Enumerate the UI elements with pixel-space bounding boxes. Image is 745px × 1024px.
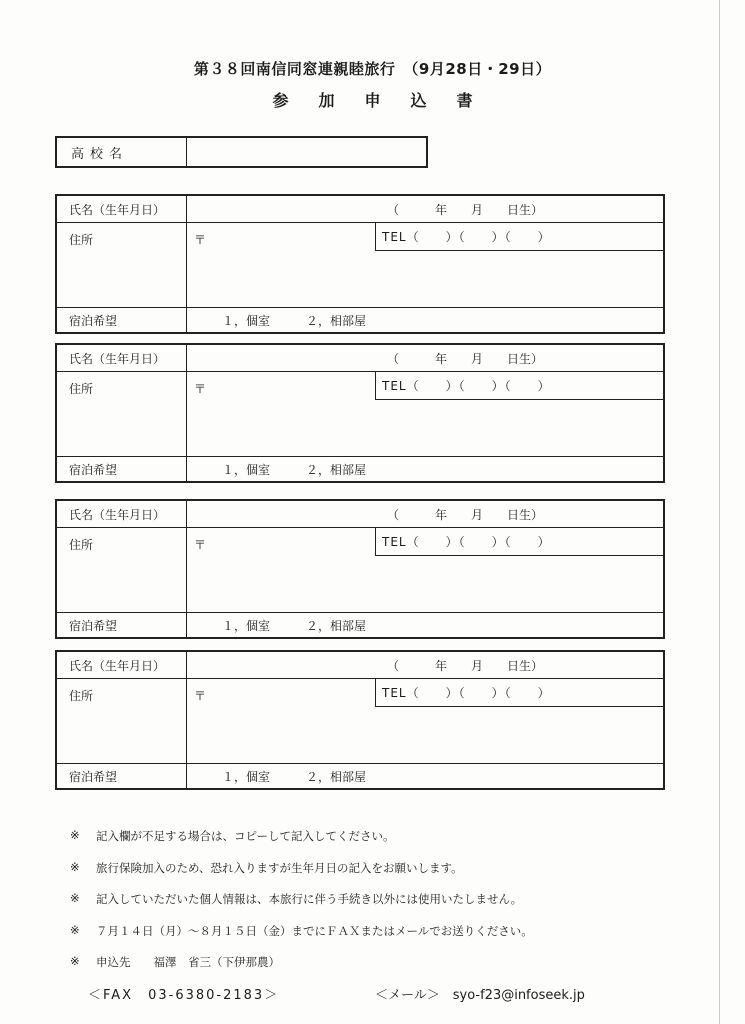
note-text: 申込先 福澤 省三（下伊那農） [96,955,280,969]
address-label: 住所 [57,528,187,612]
note-2 [70,860,463,876]
entry-block-1 [55,194,665,334]
lodging-row [57,764,663,788]
address-row [57,372,663,457]
name-label: 氏名（生年月日） [57,501,187,527]
email-address: ＜メール＞ syo-f23@infoseek.jp [375,988,585,1003]
lodging-row [57,613,663,637]
note-text: ７月１４日（月）～８月１５日（金）までにＦＡＸまたはメールでお送りください。 [96,924,533,938]
name-label: 氏名（生年月日） [57,345,187,371]
form-subtitle: 参加申込書 [272,91,503,110]
postal-mark: 〒 [194,233,207,247]
name-row [57,652,663,679]
lodging-options[interactable]: １，個室 ２，相部屋 [222,313,367,328]
lodging-options[interactable]: １，個室 ２，相部屋 [222,769,367,784]
address-label: 住所 [57,223,187,307]
tel-field[interactable]: TEL（ ）（ ）（ ） [375,372,663,400]
page-margin-line [719,0,720,1024]
fax-number: ＜FAX 03-6380-2183＞ [88,988,280,1003]
name-row [57,196,663,223]
birthdate-field[interactable]: （ 年 月 日生） [387,202,544,217]
note-3 [70,891,522,907]
tel-field[interactable]: TEL（ ）（ ）（ ） [375,528,663,556]
entry-block-2 [55,343,665,483]
postal-mark: 〒 [194,538,207,552]
school-name-field [55,136,428,168]
note-mark: ※ [70,828,80,842]
lodging-row [57,457,663,481]
name-label: 氏名（生年月日） [57,652,187,678]
lodging-options[interactable]: １，個室 ２，相部屋 [222,618,367,633]
lodging-label: 宿泊希望 [57,457,187,481]
address-label: 住所 [57,372,187,456]
birthdate-field[interactable]: （ 年 月 日生） [387,351,544,366]
note-mark: ※ [70,923,80,937]
note-mark: ※ [70,860,80,874]
name-row [57,345,663,372]
name-row [57,501,663,528]
note-text: 記入欄が不足する場合は、コピーして記入してください。 [96,829,395,843]
lodging-options[interactable]: １，個室 ２，相部屋 [222,462,367,477]
school-name-value[interactable] [187,138,426,166]
address-row [57,528,663,613]
postal-mark: 〒 [194,382,207,396]
lodging-row [57,308,663,332]
note-text: 旅行保険加入のため、恐れ入りますが生年月日の記入をお願いします。 [96,861,463,875]
birthdate-field[interactable]: （ 年 月 日生） [387,658,544,673]
note-mark: ※ [70,954,80,968]
note-text: 記入していただいた個人情報は、本旅行に伴う手続き以外には使用いたしません。 [96,892,523,906]
lodging-label: 宿泊希望 [57,764,187,788]
note-5 [70,954,280,970]
birthdate-field[interactable]: （ 年 月 日生） [387,507,544,522]
tel-field[interactable]: TEL（ ）（ ）（ ） [375,679,663,707]
school-name-label: 高校名 [57,138,187,166]
entry-block-3 [55,499,665,639]
address-row [57,679,663,764]
form-title: 第３８回南信同窓連親睦旅行 （9月28日・29日） [193,60,552,78]
name-label: 氏名（生年月日） [57,196,187,222]
note-4 [70,923,533,939]
address-label: 住所 [57,679,187,763]
lodging-label: 宿泊希望 [57,308,187,332]
note-mark: ※ [70,891,80,905]
entry-block-4 [55,650,665,790]
postal-mark: 〒 [194,689,207,703]
address-row [57,223,663,308]
note-1 [70,828,395,844]
tel-field[interactable]: TEL（ ）（ ）（ ） [375,223,663,251]
lodging-label: 宿泊希望 [57,613,187,637]
